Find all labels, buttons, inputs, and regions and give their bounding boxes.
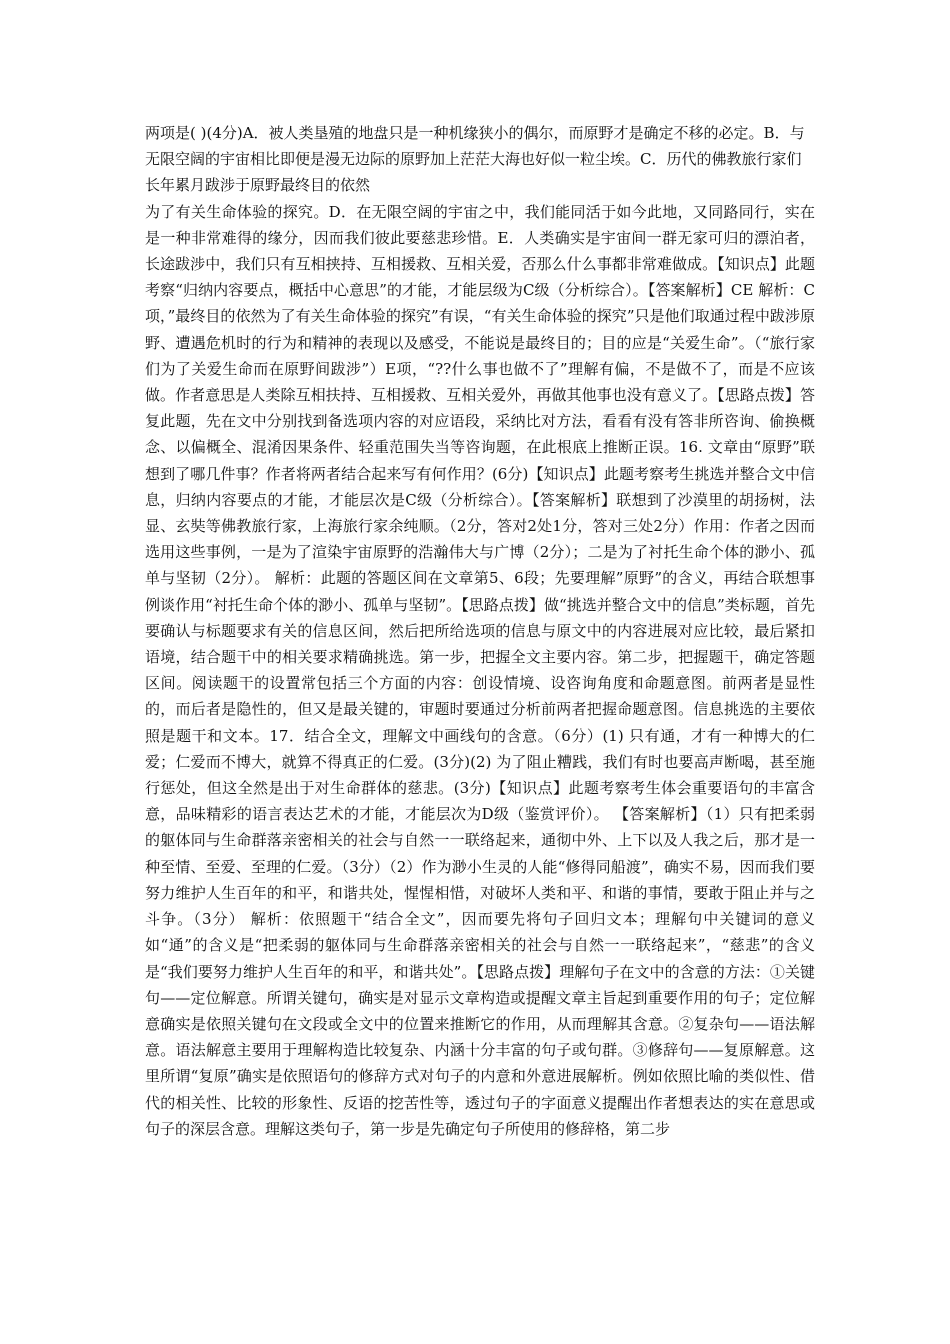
paragraph-1: 两项是( )(4分)A．被人类垦殖的地盘只是一种机缘狭小的偶尔，而原野才是确定不移的必定。B．与无限空阔的宇宙相比即便是漫无边际的原野加上茫茫大海也好似一粒尘埃。C．历代的佛教旅行家们长年累月跋涉于原野最终目的依然 <box>145 124 805 195</box>
paragraph-2: 为了有关生命体验的探究。D．在无限空阔的宇宙之中，我们能同活于如今此地，又同路同行，实在是一种非常难得的缘分，因而我们彼此要慈悲珍惜。E．人类确实是宇宙间一群无家可归的漂泊者，长途跋涉中，我们只有互相挟持、互相援救、互相关爱，否那么什么事都非常难做成。【知识点】此题考察“归纳内容要点，概括中心意思”的才能，才能层级为C级（分析综合）。【答案解析】CE 解析：C项，”最终目的依然为了有关生命体验的探究”有误，“有关生命体验的探究”只是他们取通过程中跋涉原野、遭遇危机时的行为和精神的表现以及感受，不能说是最终目的；目的应是“关爱生命”。（“旅行家们为了关爱生命而在原野间跋涉”）E项，“??什么事也做不了”理解有偏，不是做不了，而是不应该做。作者意思是人类除互相扶持、互相援救、互相关爱外，再做其他事也没有意义了。【思路点拨】答复此题，先在文中分别找到备选项内容的对应语段，采纳比对方法，看看有没有答非所咨询、偷换概念、以偏概全、混淆因果条件、轻重范围失当等咨询题，在此根底上推断正误。16. 文章由“原野”联想到了哪几件事？作者将两者结合起来写有何作用？(6分)【知识点】此题考察考生挑选并整合文中信息，归纳内容要点的才能，才能层次是C级（分析综合）。【答案解析】联想到了沙漠里的胡扬树，法显、玄奘等佛教旅行家，上海旅行家余纯顺。（2分，答对2处1分，答对三处2分）作用：作者之因而选用这些事例，一是为了渲染宇宙原野的浩瀚伟大与广博（2分）；二是为了衬托生命个体的渺小、孤单与坚韧（2分）。 解析：此题的答题区间在文章第5、6段；先要理解”原野”的含义，再结合联想事例谈作用“衬托生命个体的渺小、孤单与坚韧”。【思路点拨】做“挑选并整合文中的信息”类标题，首先要确认与标题要求有关的信息区间，然后把所给选项的信息与原文中的内容进展对应比较，最后紧扣语境，结合题干中的相关要求精确挑选。第一步，把握全文主要内容。第二步，把握题干，确定答题区间。阅读题干的设置常包括三个方面的内容：创设情境、设咨询角度和命题意图。前两者是显性的，而后者是隐性的，但又是最关键的，审题时要通过分析前两者把握命题意图。信息挑选的主要依照是题干和文本。17．结合全文，理解文中画线句的含意。（6分）(1) 只有通，才有一种博大的仁爱；仁爱而不博大，就算不得真正的仁爱。(3分)(2) 为了阻止糟践，我们有时也要高声断喝，甚至施行惩处，但这全然是出于对生命群体的慈悲。(3分)【知识点】此题考察考生体会重要语句的丰富含意，品味精彩的语言表达艺术的才能，才能层次为D级（鉴赏评价）。 【答案解析】（1）只有把柔弱的躯体同与生命群落亲密相关的社会与自然一一联络起来，通彻中外、上下以及人我之后，那才是一种至情、至爱、至理的仁爱。（3分）（2）作为渺小生灵的人能“修得同船渡”，确实不易，因而我们要努力维护人生百年的和平，和谐共处，惺惺相惜，对破坏人类和平、和谐的事情，要敢于阻止并与之斗争。（3分） 解析：依照题干“结合全文”，因而要先将句子回归文本；理解句中关键词的意义如“通”的含义是“把柔弱的躯体同与生命群落亲密相关的社会与自然一一联络起来”，“慈悲”的含义是“我们要努力维护人生百年的和平，和谐共处”。【思路点拨】理解句子在文中的含意的方法：①关键句——定位解意。所谓关键句，确实是对显示文章构造或提醒文章主旨起到重要作用的句子；定位解意确实是依照关键句在文段或全文中的位置来推断它的作用，从而理解其含意。②复杂句——语法解意。语法解意主要用于理解构造比较复杂、内涵十分丰富的句子或句群。③修辞句——复原解意。这里所谓“复原”确实是依照语句的修辞方式对句子的内意和外意进展解析。例如依照比喻的类似性、借代的相关性、比较的形象性、反语的挖苦性等，透过句子的字面意义提醒出作者想表达的实在意思或句子的深层含意。理解这类句子，第一步是先确定句子所使用的修辞格，第二步 <box>145 202 815 1138</box>
document-page <box>145 120 815 1142</box>
